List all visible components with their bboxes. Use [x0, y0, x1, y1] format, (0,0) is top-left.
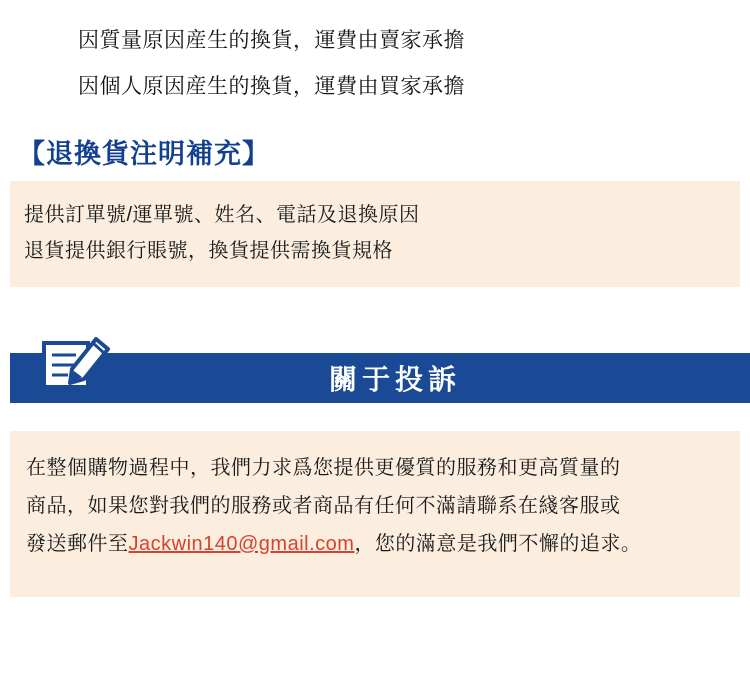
complaint-body [10, 431, 740, 597]
complaint-line-3-prefix: 發送郵件至 [26, 533, 129, 555]
policy-lines [0, 0, 750, 110]
policy-line: 因質量原因産生的換貨，運費由賣家承擔 [78, 29, 465, 52]
support-email-link[interactable]: Jackwin140@gmail.com [128, 533, 355, 555]
note-section-heading: 【退換貨注明補充】 [18, 139, 270, 169]
policy-line: 因個人原因産生的換貨，運費由買家承擔 [78, 75, 465, 98]
complaint-line-3-suffix: ，您的滿意是我們不懈的追求。 [354, 533, 642, 555]
complaint-line-1: 在整個購物過程中，我們力求爲您提供更優質的服務和更高質量的 [26, 457, 621, 479]
complaint-line-2: 商品，如果您對我們的服務或者商品有任何不滿請聯系在綫客服或 [26, 495, 621, 517]
banner-title: 關于投訴 [328, 364, 461, 395]
note-line: 提供訂單號/運單號、姓名、電話及退換原因 [24, 204, 420, 226]
note-box [10, 181, 740, 287]
complaint-banner [0, 343, 750, 409]
pencil-edit-icon [38, 325, 114, 401]
banner-bar [10, 353, 750, 403]
complaint-line-3 [26, 525, 724, 563]
note-line: 退貨提供銀行賬號，換貨提供需換貨規格 [24, 240, 393, 262]
